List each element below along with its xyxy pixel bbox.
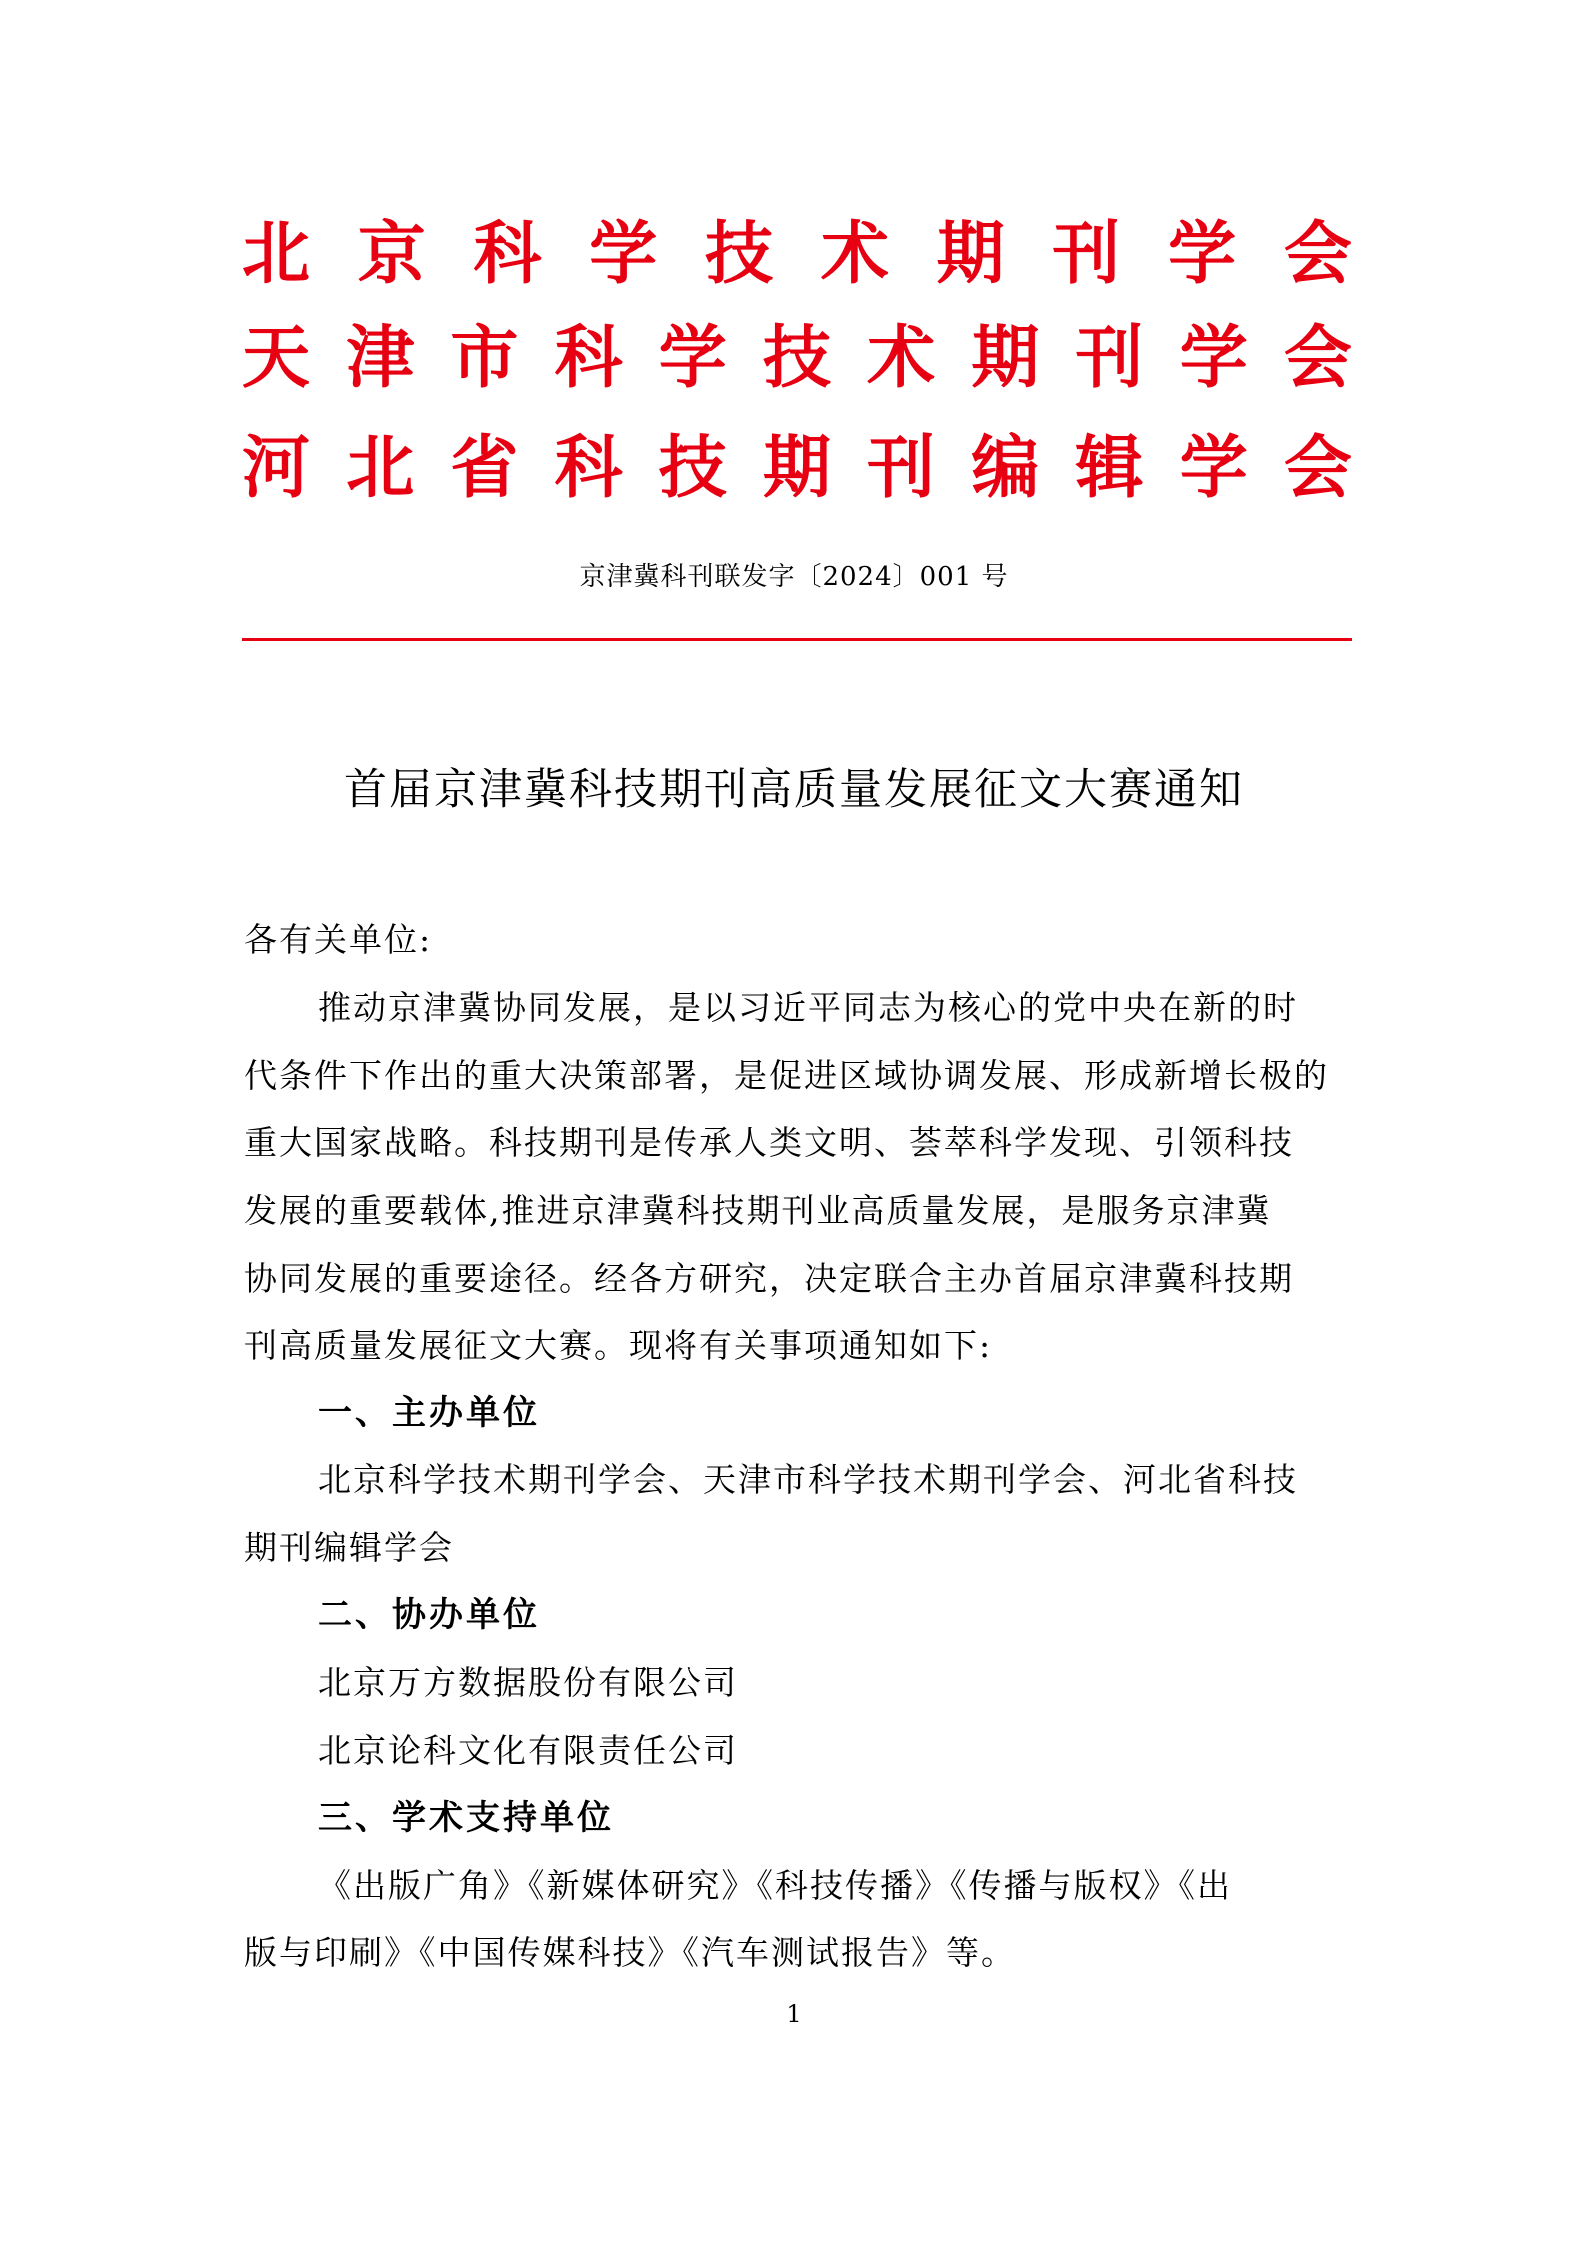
header-char: 学 xyxy=(658,319,727,398)
red-divider xyxy=(242,638,1352,641)
header-char: 天 xyxy=(242,319,311,398)
header-char: 科 xyxy=(554,319,623,398)
header-char: 技 xyxy=(762,319,831,398)
page-title: 首届京津冀科技期刊高质量发展征文大赛通知 xyxy=(344,765,1244,815)
header-char: 北 xyxy=(346,429,415,508)
salutation: 各有关单位: xyxy=(244,920,433,959)
header-char: 京 xyxy=(357,215,426,294)
academic-support-line: 《出版广角》《新媒体研究》《科技传播》《传播与版权》《出 xyxy=(318,1866,1232,1905)
header-char: 术 xyxy=(820,215,889,294)
header-char: 会 xyxy=(1283,429,1352,508)
header-char: 期 xyxy=(762,429,831,508)
header-char: 河 xyxy=(242,429,311,508)
header-char: 学 xyxy=(1179,429,1248,508)
header-char: 期 xyxy=(971,319,1040,398)
intro-line: 重大国家战略。科技期刊是传承人类文明、荟萃科学发现、引领科技 xyxy=(244,1123,1294,1162)
header-char: 省 xyxy=(450,429,519,508)
section-heading-co-organizers: 二、协办单位 xyxy=(318,1595,540,1635)
header-char: 学 xyxy=(589,215,658,294)
header-char: 学 xyxy=(1168,215,1237,294)
co-organizer-line: 北京万方数据股份有限公司 xyxy=(318,1663,738,1702)
organizers-line: 北京科学技术期刊学会、天津市科学技术期刊学会、河北省科技 xyxy=(318,1460,1298,1499)
co-organizer-line: 北京论科文化有限责任公司 xyxy=(318,1731,738,1770)
header-char: 科 xyxy=(473,215,542,294)
header-char: 期 xyxy=(936,215,1005,294)
header-char: 会 xyxy=(1283,215,1352,294)
organizers-line: 期刊编辑学会 xyxy=(244,1528,454,1567)
header-char: 市 xyxy=(450,319,519,398)
intro-line: 推动京津冀协同发展，是以习近平同志为核心的党中央在新的时 xyxy=(318,988,1298,1027)
header-char: 刊 xyxy=(1052,215,1121,294)
header-char: 科 xyxy=(554,429,623,508)
intro-line: 刊高质量发展征文大赛。现将有关事项通知如下: xyxy=(244,1326,993,1365)
header-org-line-3 xyxy=(242,417,1352,521)
academic-support-line: 版与印刷》《中国传媒科技》《汽车测试报告》等。 xyxy=(244,1933,1016,1972)
header-char: 北 xyxy=(242,215,311,294)
header-char: 刊 xyxy=(867,429,936,508)
section-heading-academic-support: 三、学术支持单位 xyxy=(318,1798,614,1838)
intro-line: 代条件下作出的重大决策部署，是促进区域协调发展、形成新增长极的 xyxy=(244,1056,1329,1095)
header-char: 技 xyxy=(658,429,727,508)
intro-line: 发展的重要载体,推进京津冀科技期刊业高质量发展，是服务京津冀 xyxy=(244,1191,1272,1230)
intro-line: 协同发展的重要途径。经各方研究，决定联合主办首届京津冀科技期 xyxy=(244,1259,1294,1298)
header-char: 津 xyxy=(346,319,415,398)
page-number: 1 xyxy=(786,2000,802,2028)
header-char: 辑 xyxy=(1075,429,1144,508)
header-char: 刊 xyxy=(1075,319,1144,398)
header-org-line-1 xyxy=(242,203,1352,307)
header-org-line-2 xyxy=(242,307,1352,411)
section-heading-organizers: 一、主办单位 xyxy=(318,1393,540,1433)
header-char: 学 xyxy=(1179,319,1248,398)
header-char: 技 xyxy=(705,215,774,294)
header-char: 编 xyxy=(971,429,1040,508)
header-char: 会 xyxy=(1283,319,1352,398)
header-char: 术 xyxy=(867,319,936,398)
document-number: 京津冀科刊联发字〔2024〕001 号 xyxy=(579,562,1009,592)
